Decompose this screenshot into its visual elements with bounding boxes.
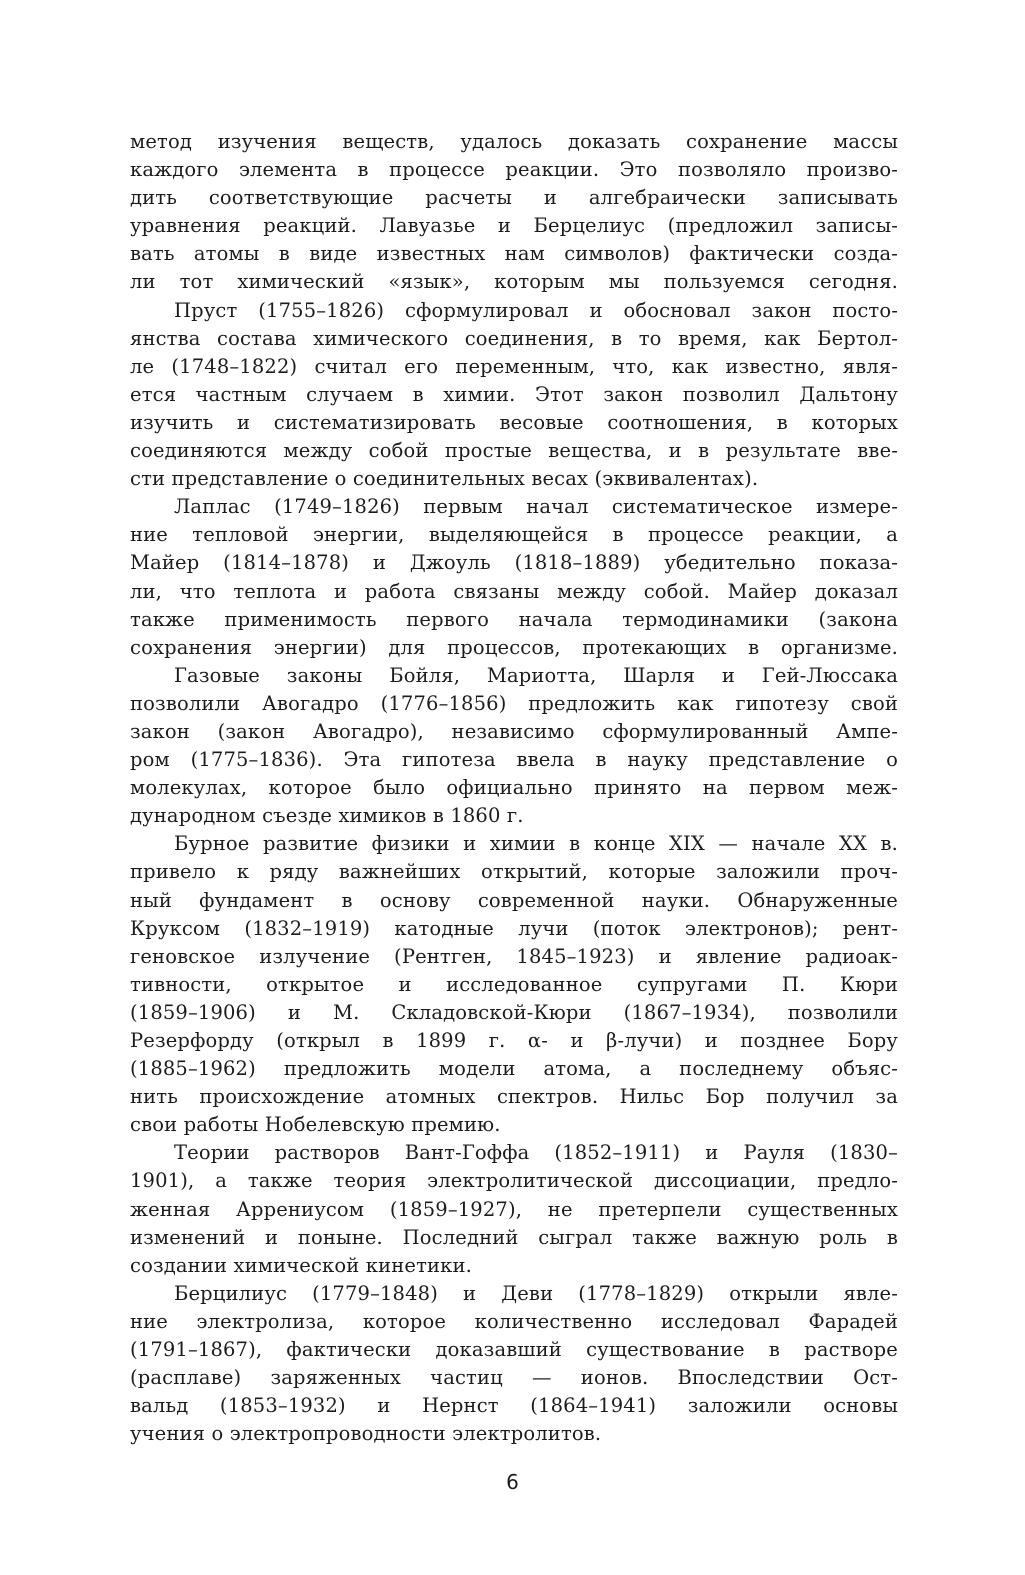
text-line: вать атомы в виде известных нам символов) фактически созда- — [130, 242, 898, 266]
text-line: учения о электропроводности электролитов. — [130, 1422, 602, 1446]
text-line: Резерфорду (открыл в 1899 г. α- и β-лучи) и позднее Бору — [130, 1029, 898, 1052]
text-line: Лаплас (1749–1826) первым начал систематическое измере- — [174, 495, 898, 519]
text-line: (1859–1906) и М. Складовской-Кюри (1867–1934), позволили — [130, 1000, 898, 1024]
text-line: вальд (1853–1932) и Нернст (1864–1941) заложили основы — [130, 1394, 898, 1418]
text-line: уравнения реакций. Лавуазье и Берцелиус (предложил записы- — [130, 214, 898, 238]
text-line: молекулах, которое было официально принято на первом меж- — [130, 776, 898, 800]
text-line: ние электролиза, которое количественно исследовал Фарадей — [130, 1309, 898, 1333]
text-line: Круксом (1832–1919) катодные лучи (поток электронов); рент- — [130, 916, 898, 940]
text-line: изучить и систематизировать весовые соотношения, в которых — [130, 410, 898, 434]
text-line: Пруст (1755–1826) сформулировал и обосновал закон посто- — [174, 298, 898, 322]
text-line: ром (1775–1836). Эта гипотеза ввела в науку представление о — [130, 748, 898, 772]
text-line: метод изучения веществ, удалось доказать сохранение массы — [130, 130, 898, 153]
text-line: янства состава химического соединения, в то время, как Бертол- — [130, 326, 898, 350]
text-line: (расплаве) заряженных частиц — ионов. Впоследствии Ост- — [130, 1366, 898, 1390]
text-line: закон (закон Авогадро), независимо сформулированный Ампе- — [130, 719, 898, 743]
text-line: тивности, открытое и исследованное супругами П. Кюри — [130, 972, 898, 996]
text-line: ле (1748–1822) считал его переменным, что, как известно, явля- — [130, 354, 898, 378]
text-line: также применимость первого начала термодинамики (закона — [130, 607, 898, 631]
text-line: Газовые законы Бойля, Мариотта, Шарля и Гей-Люссака — [174, 663, 898, 687]
text-line: Берцилиус (1779–1848) и Деви (1778–1829) открыли явле- — [174, 1281, 898, 1305]
text-line: каждого элемента в процессе реакции. Это позволяло произво- — [130, 158, 898, 182]
text-line: нить происхождение атомных спектров. Нильс Бор получил за — [130, 1085, 898, 1109]
text-line: 1901), а также теория электролитической диссоциации, предло- — [130, 1169, 898, 1193]
text-line: ли, что теплота и работа связаны между собой. Майер доказал — [130, 579, 898, 603]
text-line: ный фундамент в основу современной науки. Обнаруженные — [130, 888, 898, 912]
text-line: геновское излучение (Рентген, 1845–1923) и явление радиоак- — [130, 944, 898, 968]
text-line: ется частным случаем в химии. Этот закон позволил Дальтону — [130, 382, 898, 406]
text-line: ли тот химический «язык», которым мы пользуемся сегодня. — [130, 270, 898, 294]
text-line: Майер (1814–1878) и Джоуль (1818–1889) убедительно показа- — [130, 551, 898, 575]
text-line: сохранения энергии) для процессов, протекающих в организме. — [130, 635, 898, 659]
text-line: женная Аррениусом (1859–1927), не претерпели существенных — [130, 1197, 898, 1221]
text-line: (1885–1962) предложить модели атома, а последнему объяс- — [130, 1057, 898, 1081]
text-line: Теории растворов Вант-Гоффа (1852–1911) и Рауля (1830– — [174, 1141, 898, 1165]
page-body-text — [130, 128, 898, 1448]
text-line: ние тепловой энергии, выделяющейся в процессе реакции, а — [130, 523, 898, 547]
text-line: Бурное развитие физики и химии в конце XIX — начале XX в. — [174, 832, 898, 856]
page-number: 6 — [506, 1470, 519, 1494]
text-line: (1791–1867), фактически доказавший существование в растворе — [130, 1338, 898, 1362]
text-line: позволили Авогадро (1776–1856) предложить как гипотезу свой — [130, 691, 898, 715]
text-line: сти представление о соединительных весах (эквивалентах). — [130, 467, 759, 491]
text-line: создании химической кинетики. — [130, 1253, 472, 1277]
text-line: привело к ряду важнейших открытий, которые заложили проч- — [130, 860, 898, 884]
text-line: свои работы Нобелевскую премию. — [130, 1113, 501, 1137]
text-line: изменений и поныне. Последний сыграл также важную роль в — [130, 1225, 898, 1249]
text-line: соединяются между собой простые вещества, и в результате вве- — [130, 439, 898, 463]
text-line: дународном съезде химиков в 1860 г. — [130, 804, 524, 828]
text-line: дить соответствующие расчеты и алгебраически записывать — [130, 186, 898, 210]
